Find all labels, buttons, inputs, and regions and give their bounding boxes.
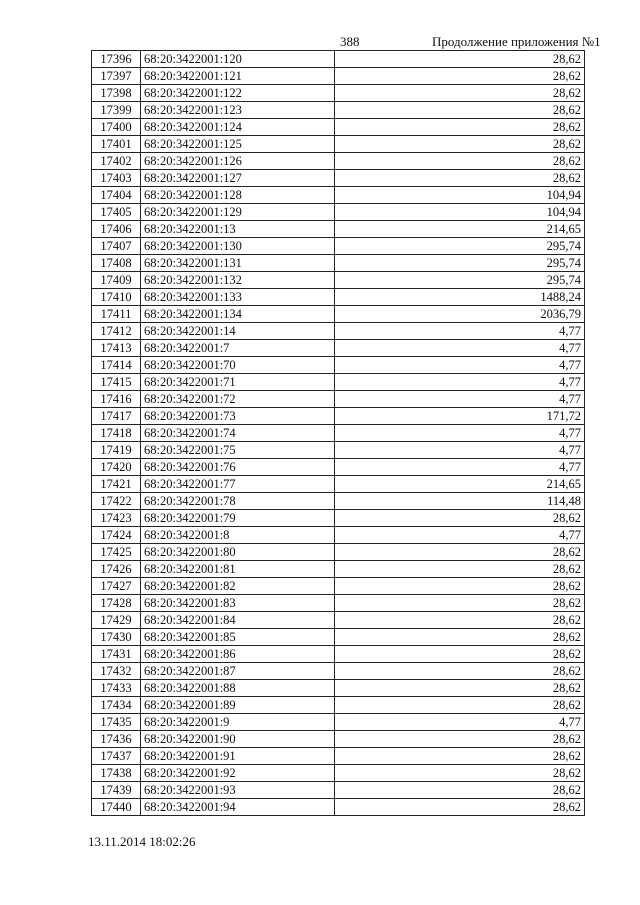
table-row <box>92 187 585 204</box>
table-row <box>92 612 585 629</box>
table-row <box>92 51 585 68</box>
row-number-cell: 17417 <box>92 408 141 425</box>
table-row <box>92 595 585 612</box>
table-row <box>92 493 585 510</box>
cadastral-number-cell: 68:20:3422001:86 <box>141 646 335 663</box>
row-number-cell: 17411 <box>92 306 141 323</box>
cadastral-number-cell: 68:20:3422001:124 <box>141 119 335 136</box>
value-cell: 28,62 <box>335 646 585 663</box>
value-cell: 28,62 <box>335 153 585 170</box>
row-number-cell: 17430 <box>92 629 141 646</box>
value-cell: 4,77 <box>335 459 585 476</box>
row-number-cell: 17421 <box>92 476 141 493</box>
row-number-cell: 17420 <box>92 459 141 476</box>
table-row <box>92 323 585 340</box>
value-cell: 114,48 <box>335 493 585 510</box>
value-cell: 28,62 <box>335 663 585 680</box>
value-cell: 28,62 <box>335 799 585 816</box>
row-number-cell: 17400 <box>92 119 141 136</box>
cadastral-number-cell: 68:20:3422001:93 <box>141 782 335 799</box>
row-number-cell: 17410 <box>92 289 141 306</box>
row-number-cell: 17427 <box>92 578 141 595</box>
value-cell: 4,77 <box>335 442 585 459</box>
row-number-cell: 17403 <box>92 170 141 187</box>
table-row <box>92 425 585 442</box>
cadastral-number-cell: 68:20:3422001:94 <box>141 799 335 816</box>
row-number-cell: 17407 <box>92 238 141 255</box>
row-number-cell: 17439 <box>92 782 141 799</box>
cadastral-number-cell: 68:20:3422001:129 <box>141 204 335 221</box>
row-number-cell: 17435 <box>92 714 141 731</box>
value-cell: 171,72 <box>335 408 585 425</box>
value-cell: 28,62 <box>335 68 585 85</box>
row-number-cell: 17415 <box>92 374 141 391</box>
table-row <box>92 663 585 680</box>
cadastral-number-cell: 68:20:3422001:128 <box>141 187 335 204</box>
table-row <box>92 510 585 527</box>
cadastral-number-cell: 68:20:3422001:71 <box>141 374 335 391</box>
value-cell: 28,62 <box>335 578 585 595</box>
cadastral-number-cell: 68:20:3422001:120 <box>141 51 335 68</box>
table-row <box>92 680 585 697</box>
value-cell: 104,94 <box>335 187 585 204</box>
table-row <box>92 646 585 663</box>
value-cell: 295,74 <box>335 255 585 272</box>
cadastral-number-cell: 68:20:3422001:7 <box>141 340 335 357</box>
row-number-cell: 17438 <box>92 765 141 782</box>
value-cell: 28,62 <box>335 697 585 714</box>
cadastral-number-cell: 68:20:3422001:90 <box>141 731 335 748</box>
table-row <box>92 578 585 595</box>
table-row <box>92 85 585 102</box>
row-number-cell: 17418 <box>92 425 141 442</box>
table-row <box>92 561 585 578</box>
table-row <box>92 204 585 221</box>
cadastral-number-cell: 68:20:3422001:127 <box>141 170 335 187</box>
table-row <box>92 306 585 323</box>
table-row <box>92 102 585 119</box>
cadastral-number-cell: 68:20:3422001:80 <box>141 544 335 561</box>
cadastral-register-table <box>91 50 585 816</box>
cadastral-number-cell: 68:20:3422001:70 <box>141 357 335 374</box>
table-row <box>92 391 585 408</box>
row-number-cell: 17399 <box>92 102 141 119</box>
row-number-cell: 17425 <box>92 544 141 561</box>
table-row <box>92 731 585 748</box>
row-number-cell: 17396 <box>92 51 141 68</box>
cadastral-number-cell: 68:20:3422001:130 <box>141 238 335 255</box>
value-cell: 28,62 <box>335 544 585 561</box>
row-number-cell: 17433 <box>92 680 141 697</box>
table-row <box>92 782 585 799</box>
table-row <box>92 238 585 255</box>
value-cell: 1488,24 <box>335 289 585 306</box>
value-cell: 28,62 <box>335 731 585 748</box>
footer-timestamp: 13.11.2014 18:02:26 <box>88 834 196 849</box>
value-cell: 295,74 <box>335 238 585 255</box>
cadastral-number-cell: 68:20:3422001:87 <box>141 663 335 680</box>
page-number: 388 <box>340 34 360 49</box>
table-row <box>92 442 585 459</box>
cadastral-number-cell: 68:20:3422001:73 <box>141 408 335 425</box>
table-row <box>92 357 585 374</box>
value-cell: 28,62 <box>335 170 585 187</box>
value-cell: 28,62 <box>335 51 585 68</box>
value-cell: 4,77 <box>335 340 585 357</box>
cadastral-number-cell: 68:20:3422001:81 <box>141 561 335 578</box>
value-cell: 28,62 <box>335 782 585 799</box>
cadastral-number-cell: 68:20:3422001:84 <box>141 612 335 629</box>
table-row <box>92 272 585 289</box>
value-cell: 28,62 <box>335 119 585 136</box>
cadastral-number-cell: 68:20:3422001:125 <box>141 136 335 153</box>
row-number-cell: 17436 <box>92 731 141 748</box>
row-number-cell: 17409 <box>92 272 141 289</box>
table-row <box>92 765 585 782</box>
value-cell: 28,62 <box>335 510 585 527</box>
value-cell: 4,77 <box>335 391 585 408</box>
table-row <box>92 374 585 391</box>
value-cell: 104,94 <box>335 204 585 221</box>
cadastral-number-cell: 68:20:3422001:92 <box>141 765 335 782</box>
row-number-cell: 17419 <box>92 442 141 459</box>
table-row <box>92 289 585 306</box>
table-row <box>92 136 585 153</box>
table-row <box>92 697 585 714</box>
value-cell: 4,77 <box>335 714 585 731</box>
row-number-cell: 17402 <box>92 153 141 170</box>
row-number-cell: 17424 <box>92 527 141 544</box>
row-number-cell: 17434 <box>92 697 141 714</box>
value-cell: 28,62 <box>335 612 585 629</box>
value-cell: 2036,79 <box>335 306 585 323</box>
cadastral-number-cell: 68:20:3422001:72 <box>141 391 335 408</box>
table-row <box>92 408 585 425</box>
cadastral-number-cell: 68:20:3422001:122 <box>141 85 335 102</box>
value-cell: 28,62 <box>335 561 585 578</box>
cadastral-number-cell: 68:20:3422001:134 <box>141 306 335 323</box>
appendix-continuation-label: Продолжение приложения №1 <box>432 34 601 49</box>
table-row <box>92 153 585 170</box>
value-cell: 28,62 <box>335 765 585 782</box>
table-row <box>92 170 585 187</box>
row-number-cell: 17429 <box>92 612 141 629</box>
row-number-cell: 17404 <box>92 187 141 204</box>
row-number-cell: 17401 <box>92 136 141 153</box>
cadastral-number-cell: 68:20:3422001:89 <box>141 697 335 714</box>
value-cell: 214,65 <box>335 476 585 493</box>
cadastral-number-cell: 68:20:3422001:131 <box>141 255 335 272</box>
row-number-cell: 17422 <box>92 493 141 510</box>
cadastral-number-cell: 68:20:3422001:132 <box>141 272 335 289</box>
value-cell: 28,62 <box>335 748 585 765</box>
value-cell: 4,77 <box>335 374 585 391</box>
table-row <box>92 799 585 816</box>
cadastral-number-cell: 68:20:3422001:75 <box>141 442 335 459</box>
table-row <box>92 221 585 238</box>
cadastral-number-cell: 68:20:3422001:77 <box>141 476 335 493</box>
cadastral-number-cell: 68:20:3422001:79 <box>141 510 335 527</box>
row-number-cell: 17423 <box>92 510 141 527</box>
table-row <box>92 544 585 561</box>
cadastral-number-cell: 68:20:3422001:121 <box>141 68 335 85</box>
table-row <box>92 340 585 357</box>
cadastral-number-cell: 68:20:3422001:76 <box>141 459 335 476</box>
value-cell: 4,77 <box>335 425 585 442</box>
value-cell: 28,62 <box>335 629 585 646</box>
cadastral-number-cell: 68:20:3422001:85 <box>141 629 335 646</box>
table-row <box>92 119 585 136</box>
cadastral-number-cell: 68:20:3422001:82 <box>141 578 335 595</box>
table-body <box>92 51 585 816</box>
row-number-cell: 17437 <box>92 748 141 765</box>
row-number-cell: 17397 <box>92 68 141 85</box>
value-cell: 28,62 <box>335 595 585 612</box>
row-number-cell: 17413 <box>92 340 141 357</box>
row-number-cell: 17440 <box>92 799 141 816</box>
table-row <box>92 629 585 646</box>
cadastral-number-cell: 68:20:3422001:83 <box>141 595 335 612</box>
row-number-cell: 17432 <box>92 663 141 680</box>
cadastral-number-cell: 68:20:3422001:78 <box>141 493 335 510</box>
cadastral-number-cell: 68:20:3422001:88 <box>141 680 335 697</box>
table-row <box>92 748 585 765</box>
row-number-cell: 17412 <box>92 323 141 340</box>
cadastral-number-cell: 68:20:3422001:126 <box>141 153 335 170</box>
value-cell: 4,77 <box>335 323 585 340</box>
row-number-cell: 17426 <box>92 561 141 578</box>
cadastral-number-cell: 68:20:3422001:8 <box>141 527 335 544</box>
row-number-cell: 17408 <box>92 255 141 272</box>
row-number-cell: 17428 <box>92 595 141 612</box>
cadastral-number-cell: 68:20:3422001:13 <box>141 221 335 238</box>
row-number-cell: 17405 <box>92 204 141 221</box>
cadastral-number-cell: 68:20:3422001:74 <box>141 425 335 442</box>
table-row <box>92 68 585 85</box>
cadastral-number-cell: 68:20:3422001:123 <box>141 102 335 119</box>
cadastral-number-cell: 68:20:3422001:14 <box>141 323 335 340</box>
row-number-cell: 17414 <box>92 357 141 374</box>
value-cell: 28,62 <box>335 136 585 153</box>
table-row <box>92 255 585 272</box>
table-row <box>92 476 585 493</box>
value-cell: 295,74 <box>335 272 585 289</box>
row-number-cell: 17431 <box>92 646 141 663</box>
table-row <box>92 527 585 544</box>
cadastral-number-cell: 68:20:3422001:9 <box>141 714 335 731</box>
row-number-cell: 17416 <box>92 391 141 408</box>
table-row <box>92 714 585 731</box>
value-cell: 28,62 <box>335 85 585 102</box>
value-cell: 214,65 <box>335 221 585 238</box>
cadastral-number-cell: 68:20:3422001:133 <box>141 289 335 306</box>
value-cell: 4,77 <box>335 527 585 544</box>
value-cell: 4,77 <box>335 357 585 374</box>
row-number-cell: 17406 <box>92 221 141 238</box>
value-cell: 28,62 <box>335 102 585 119</box>
cadastral-number-cell: 68:20:3422001:91 <box>141 748 335 765</box>
table-row <box>92 459 585 476</box>
value-cell: 28,62 <box>335 680 585 697</box>
row-number-cell: 17398 <box>92 85 141 102</box>
